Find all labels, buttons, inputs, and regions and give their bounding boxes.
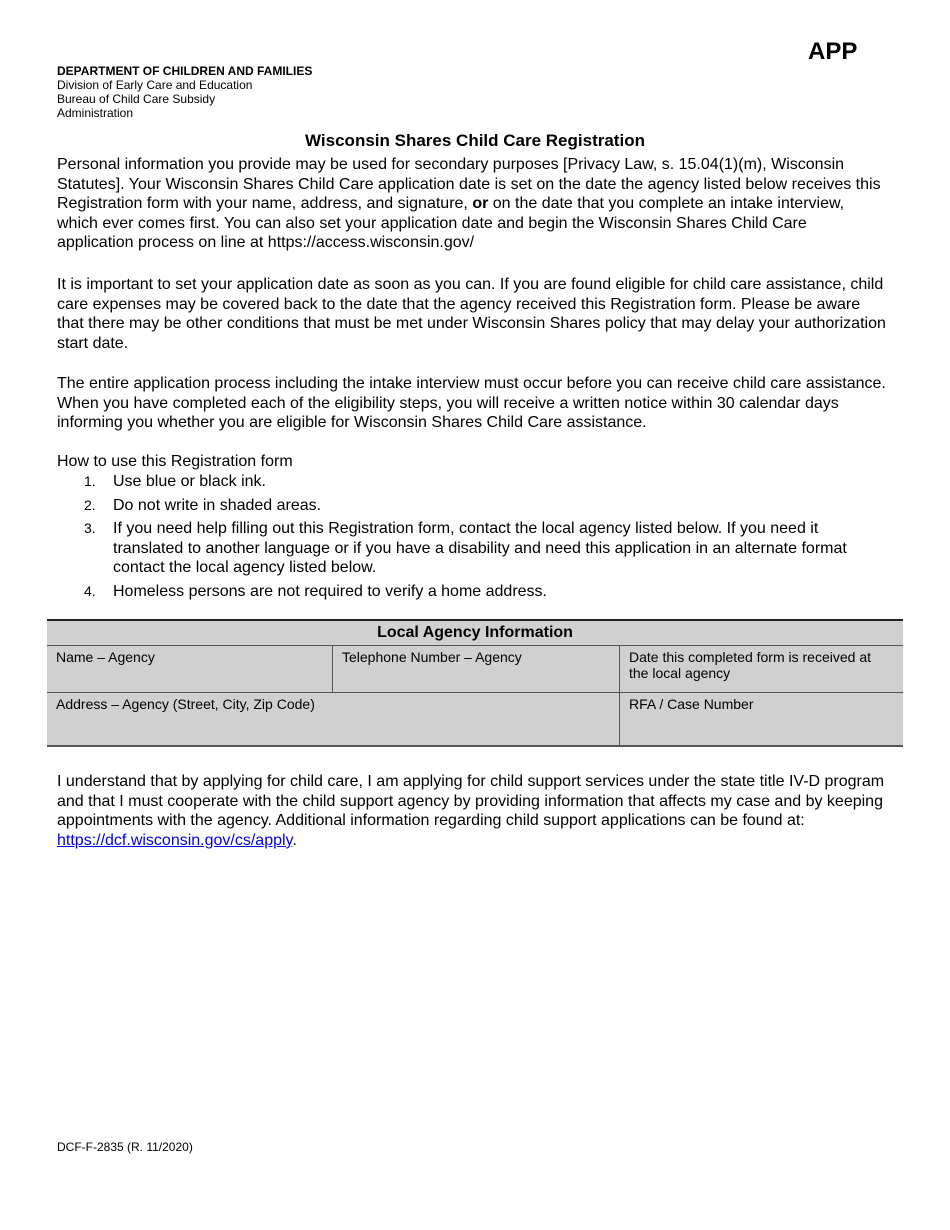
child-support-paragraph xyxy=(57,772,887,850)
item-number: 3. xyxy=(84,520,96,537)
text: on the date that you complete an intake interview, which ever comes first. You can also set your application date and begin the Wisconsin Shares Child Care application process on line at https://access.wisconsin.gov/ xyxy=(57,195,845,252)
process-paragraph: The entire application process including the intake interview must occur before you can receive child care assistance. When you have completed each of the eligibility steps, you will receive a written notice within 30 calendar days informing you whether you are eligible for Wisconsin Shares Child Care assistance. xyxy=(57,375,886,432)
child-support-link[interactable]: https://dcf.wisconsin.gov/cs/apply xyxy=(57,831,293,849)
department-name: DEPARTMENT OF CHILDREN AND FAMILIES xyxy=(57,64,313,78)
item-number: 4. xyxy=(84,582,96,599)
date-received-field: Date this completed form is received at the local agency xyxy=(620,646,904,693)
item-number: 2. xyxy=(84,496,96,513)
application-date-paragraph: It is important to set your application date as soon as you can. If you are found eligible for child care assistance, child care expenses may be covered back to the date that the agency received this Registration form. Please be aware that there may be other conditions that must be met under Wisconsin Shares policy that may delay your authorization start date. xyxy=(57,276,886,352)
agency-header xyxy=(57,64,312,120)
table-title: Local Agency Information xyxy=(47,620,903,646)
text: Personal information you provide may be used for secondary purposes [Privacy Law, s. 15.04(1)(m), Wisconsin Statutes]. Your Wisconsin Shares Child Care application date is set on the date the agency listed below receives this Registration form with your name, address, and signature, xyxy=(57,156,881,213)
form-number: DCF-F-2835 (R. 11/2020) xyxy=(57,1140,193,1154)
bureau-name: Bureau of Child Care Subsidy xyxy=(57,92,216,106)
text: . xyxy=(292,831,297,849)
agency-phone-field: Telephone Number – Agency xyxy=(333,646,620,693)
list-item xyxy=(57,472,887,492)
list-item xyxy=(57,519,887,578)
form-code: APP xyxy=(808,38,858,65)
text: I understand that by applying for child care, I am applying for child support services under the state title IV-D program and that I must cooperate with the child support agency by providing information that affects my case and by keeping appointments with the agency. Additional information regarding child support applications can be found at: xyxy=(57,773,885,830)
bold-text: or xyxy=(472,195,489,213)
page-title: Wisconsin Shares Child Care Registration xyxy=(305,131,645,150)
item-text: Homeless persons are not required to verify a home address. xyxy=(113,582,547,600)
item-text: Do not write in shaded areas. xyxy=(113,496,322,514)
division-name: Division of Early Care and Education xyxy=(57,78,253,92)
rfa-case-number-field: RFA / Case Number xyxy=(620,693,904,747)
list-item xyxy=(57,496,887,516)
local-agency-table xyxy=(47,619,903,747)
agency-name-field: Name – Agency xyxy=(47,646,333,693)
privacy-paragraph xyxy=(57,155,887,253)
agency-address-field: Address – Agency (Street, City, Zip Code) xyxy=(56,696,315,712)
item-text: Use blue or black ink. xyxy=(113,473,266,490)
item-text: If you need help filling out this Registration form, contact the local agency listed below. If you need it translated to another language or if you have a disability and need this application in an alternate format contact the local agency listed below. xyxy=(113,520,847,577)
administration-name: Administration xyxy=(57,106,134,120)
item-number: 1. xyxy=(84,473,96,489)
instructions-list xyxy=(57,472,887,606)
list-item xyxy=(57,582,887,602)
howto-heading: How to use this Registration form xyxy=(57,453,293,470)
